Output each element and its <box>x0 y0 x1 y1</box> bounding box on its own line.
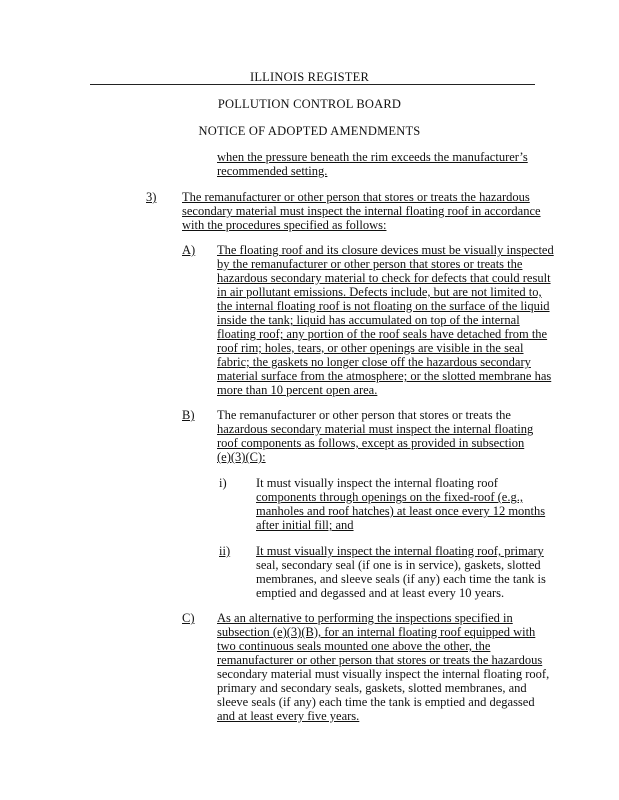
item-c-line: sleeve seals (if any) each time the tank is emptied and degassed <box>217 695 535 709</box>
item-b-ii-label: ii) <box>219 544 231 558</box>
item-c-line: secondary material must visually inspect the internal floating roof, <box>217 667 550 681</box>
item-c-line: As an alternative to performing the inspections specified in <box>217 611 513 625</box>
register-title: ILLINOIS REGISTER <box>249 70 369 84</box>
item-a-line: hazardous secondary material to check for defects that could result <box>217 271 551 285</box>
item-c-label: C) <box>182 611 195 625</box>
item-c-line: remanufacturer or other person that stores or treats the hazardous <box>217 653 543 667</box>
item-c-line: two continuous seals mounted one above the other, the <box>217 639 491 653</box>
item-b-i-line: manholes and roof hatches) at least once every 12 months <box>256 504 546 518</box>
item-b-ii-line: It must visually inspect the internal floating roof, primary <box>256 544 544 558</box>
item-a-line: The floating roof and its closure devices must be visually inspected <box>217 243 554 257</box>
item-b-line: hazardous secondary material must inspect the internal floating <box>217 422 534 436</box>
item-b-line: (e)(3)(C): <box>217 450 266 464</box>
item-b-ii-line: membranes, and sleeve seals (if any) each time the tank is <box>256 572 546 586</box>
item-c-line: primary and secondary seals, gaskets, slotted membranes, and <box>217 681 527 695</box>
carryover-line: when the pressure beneath the rim exceeds the manufacturer’s <box>217 150 528 164</box>
item-3-line: The remanufacturer or other person that stores or treats the hazardous <box>182 190 530 204</box>
notice-title: NOTICE OF ADOPTED AMENDMENTS <box>198 124 421 138</box>
item-a-line: floating roof; any portion of the roof seals have detached from the <box>217 327 548 341</box>
item-a-line: material surface from the atmosphere; or the slotted membrane has <box>217 369 552 383</box>
item-a-line: more than 10 percent open area. <box>217 383 378 397</box>
item-3-line: with the procedures specified as follows: <box>182 218 387 232</box>
item-a-line: by the remanufacturer or other person that stores or treats the <box>217 257 523 271</box>
item-a-line: fabric; the gaskets no longer close off the hazardous secondary <box>217 355 531 369</box>
item-b-i-line: It must visually inspect the internal floating roof <box>256 476 498 490</box>
item-b-i-label: i) <box>219 476 227 490</box>
item-c-line: subsection (e)(3)(B), for an internal floating roof equipped with <box>217 625 536 639</box>
header-rule <box>90 84 535 85</box>
item-c-line: and at least every five years. <box>217 709 360 723</box>
item-a-label: A) <box>182 243 196 257</box>
item-3-label: 3) <box>146 190 157 204</box>
item-b-ii-line: emptied and degassed and at least every 10 years. <box>256 586 505 600</box>
item-a-line: inside the tank; liquid has accumulated on top of the internal <box>217 313 520 327</box>
agency-title: POLLUTION CONTROL BOARD <box>217 97 402 111</box>
item-b-label: B) <box>182 408 195 422</box>
item-a-line: the internal floating roof is not floating on the surface of the liquid <box>217 299 550 313</box>
item-b-i-line: components through openings on the fixed-roof (e.g., <box>256 490 523 504</box>
item-b-line: roof components as follows, except as provided in subsection <box>217 436 525 450</box>
item-a-line: roof rim; holes, tears, or other openings are visible in the seal <box>217 341 524 355</box>
item-b-ii-line: seal, secondary seal (if one is in service), gaskets, slotted <box>256 558 541 572</box>
item-3-line: secondary material must inspect the internal floating roof in accordance <box>182 204 541 218</box>
item-a-line: in air pollutant emissions. Defects include, but are not limited to, <box>217 285 542 299</box>
carryover-line: recommended setting. <box>217 164 328 178</box>
item-b-line: The remanufacturer or other person that stores or treats the <box>217 408 511 422</box>
item-b-i-line: after initial fill; and <box>256 518 354 532</box>
